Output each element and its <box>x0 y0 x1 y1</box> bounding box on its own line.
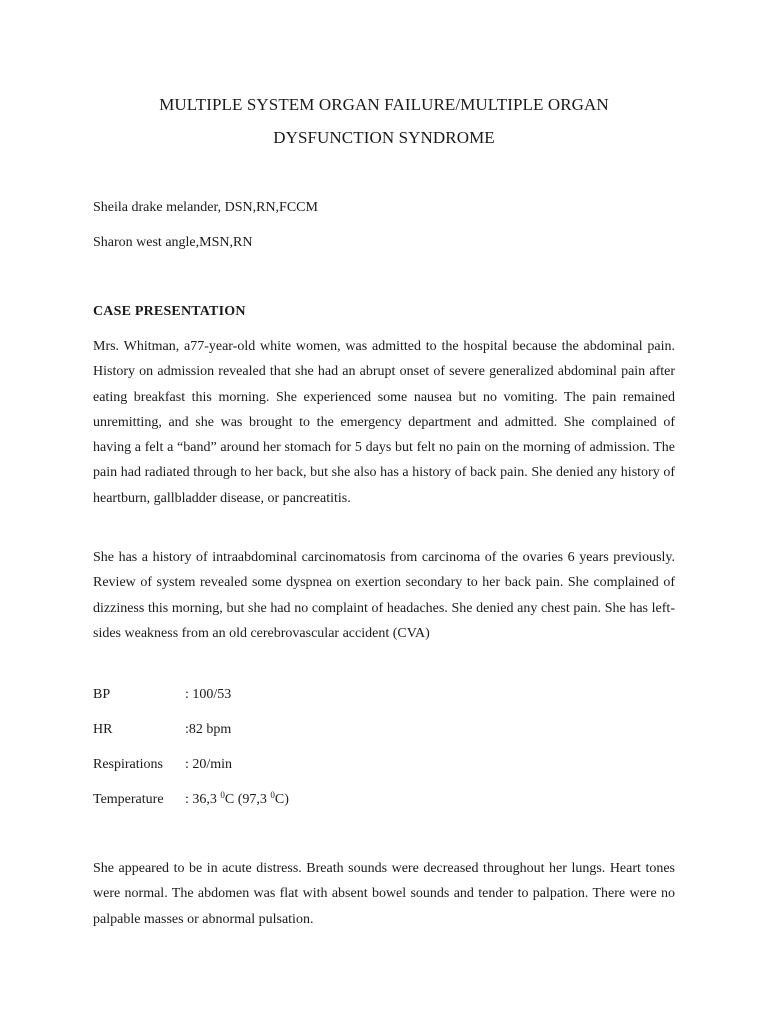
vital-value-temperature <box>185 791 289 809</box>
title-line-1: MULTIPLE SYSTEM ORGAN FAILURE/MULTIPLE ORGAN <box>159 95 609 114</box>
author-1: Sheila drake melander, DSN,RN,FCCM <box>93 200 318 215</box>
vital-value-bp: : 100/53 <box>185 687 232 702</box>
vital-label-hr: HR <box>93 722 113 737</box>
paragraph-2: She has a history of intraabdominal carcinomatosis from carcinoma of the ovaries 6 years previously. Review of system revealed some dyspnea on exertion secondary to her back pain. She complained of dizziness this morning, but she had no complaint of headaches. She denied any chest pain. She has left-sides weakness from an old cerebrovascular accident (CVA) <box>93 550 675 641</box>
vital-value-hr: :82 bpm <box>185 722 232 737</box>
title-line-2: DYSFUNCTION SYNDROME <box>273 128 495 147</box>
temp-value-part-3: C) <box>274 792 289 807</box>
degree-superscript-1: 0 <box>220 790 225 800</box>
paragraph-3: She appeared to be in acute distress. Breath sounds were decreased throughout her lungs. Heart tones were normal. The abdomen was flat with absent bowel sounds and tender to palpation. There were no palpable masses or abnormal pulsation. <box>93 861 675 927</box>
author-2: Sharon west angle,MSN,RN <box>93 235 253 250</box>
vital-value-respirations: : 20/min <box>185 757 233 772</box>
temp-value-part-1: : 36,3 <box>185 792 221 807</box>
paragraph-1: Mrs. Whitman, a77-year-old white women, was admitted to the hospital because the abdominal pain. History on admission revealed that she had an abrupt onset of severe generalized abdominal pain after eating breakfast this morning. She experienced some nausea but no vomiting. The pain remained unremitting, and she was brought to the emergency department and admitted. She complained of having a felt a “band” around her stomach for 5 days but felt no pain on the morning of admission. The pain had radiated through to her back, but she also has a history of back pain. She denied any history of heartburn, gallbladder disease, or pancreatitis. <box>93 339 675 506</box>
temp-value-part-2: C (97,3 <box>224 792 271 807</box>
vital-label-bp: BP <box>93 687 111 702</box>
section-heading: CASE PRESENTATION <box>93 304 246 319</box>
vital-label-respirations: Respirations <box>93 757 163 772</box>
document-title <box>93 88 675 154</box>
vital-label-temperature: Temperature <box>93 792 164 807</box>
degree-superscript-2: 0 <box>270 790 275 800</box>
